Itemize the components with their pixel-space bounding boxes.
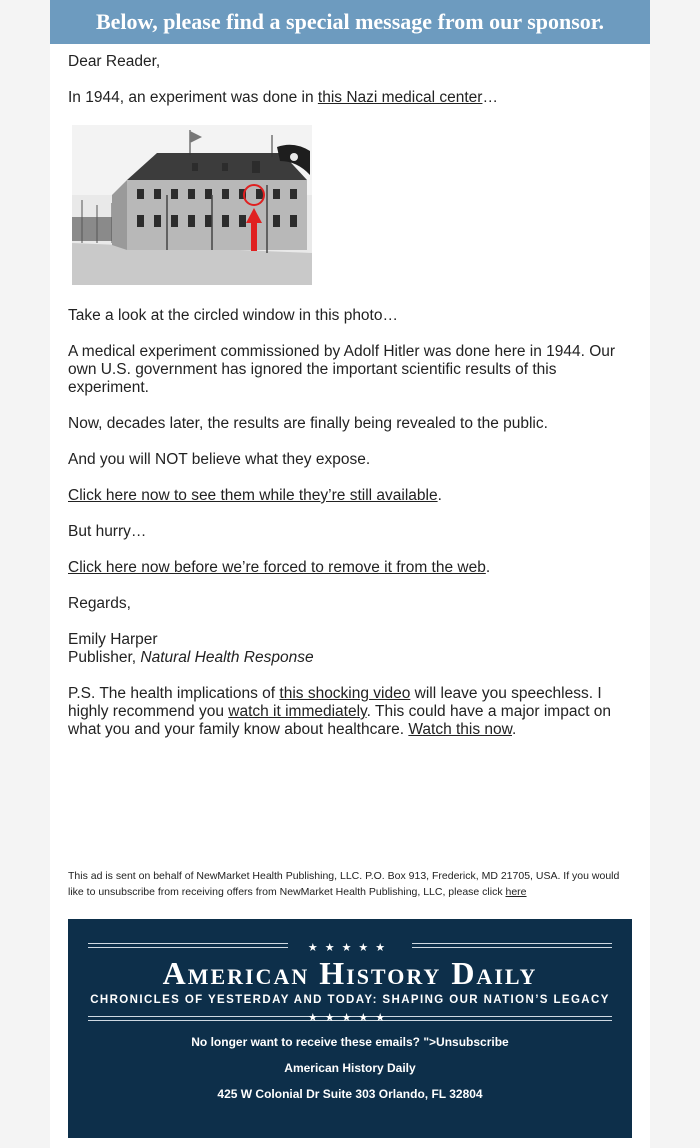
regards: Regards, xyxy=(68,595,131,612)
unsubscribe-here-link[interactable]: here xyxy=(505,886,527,898)
brand-title: American History Daily xyxy=(162,955,538,991)
email-body xyxy=(50,0,650,1148)
signer-name: Emily Harper xyxy=(68,631,158,648)
top-stars-icon: ★★★★★ xyxy=(307,942,393,954)
remove-from-web-link[interactable]: Click here now before we’re forced to remove it from the web xyxy=(68,559,486,576)
publication-name: Natural Health Response xyxy=(140,649,314,666)
unsubscribe-link[interactable]: No longer want to receive these emails? ">Unsubscribe xyxy=(191,1035,509,1049)
brand-name: American History Daily xyxy=(284,1061,416,1075)
nazi-medical-center-link[interactable]: this Nazi medical center xyxy=(317,89,483,106)
watch-this-now-link[interactable]: Watch this now xyxy=(408,721,513,738)
sponsor-disclaimer: This ad is sent on behalf of NewMarket Health Publishing, LLC. P.O. Box 913, Frederick, MD 21705, USA. If you would like to unsubscribe from receiving offers from NewMarket Health Publishing, LLC, please click here xyxy=(68,870,620,898)
bottom-stars-icon: ★★★★★ xyxy=(307,1012,393,1024)
shocking-video-link[interactable]: this shocking video xyxy=(279,685,411,702)
brand-address: 425 W Colonial Dr Suite 303 Orlando, FL 32804 xyxy=(217,1087,483,1101)
hurry-line: But hurry… xyxy=(68,523,147,540)
intro-paragraph: In 1944, an experiment was done in this Nazi medical center… xyxy=(68,89,498,106)
look-line: Take a look at the circled window in this photo… xyxy=(68,307,398,324)
decades-line: Now, decades later, the results are finally being revealed to the public. xyxy=(68,415,548,432)
ps-paragraph: P.S. The health implications of this shocking video will leave you speechless. I highly recommend you watch it immediately. This could have a major impact on what you and your family know about healthcare. Watch this now. xyxy=(68,685,612,738)
cta-paragraph-2: Click here now before we’re forced to remove it from the web. xyxy=(68,559,491,576)
brand-footer xyxy=(68,919,632,1138)
signature: Emily Harper Publisher, Natural Health Response xyxy=(68,631,314,666)
greeting: Dear Reader, xyxy=(68,53,161,70)
brand-tagline: CHRONICLES OF YESTERDAY AND TODAY: SHAPING OUR NATION’S LEGACY xyxy=(90,994,610,1006)
letter-content xyxy=(50,44,650,739)
cta-paragraph-1: Click here now to see them while they’re still available. xyxy=(68,487,442,504)
experiment-paragraph: A medical experiment commissioned by Adolf Hitler was done here in 1944. Our own U.S. government has ignored the important scientific results of this experiment. xyxy=(68,343,616,396)
sponsor-banner: Below, please find a special message from our sponsor. xyxy=(50,0,650,44)
not-believe-line: And you will NOT believe what they expose. xyxy=(68,451,371,468)
building-photo[interactable] xyxy=(72,125,312,285)
watch-immediately-link[interactable]: watch it immediately xyxy=(228,703,367,720)
see-them-link[interactable]: Click here now to see them while they’re still available xyxy=(68,487,438,504)
unsubscribe-line xyxy=(68,1035,632,1049)
